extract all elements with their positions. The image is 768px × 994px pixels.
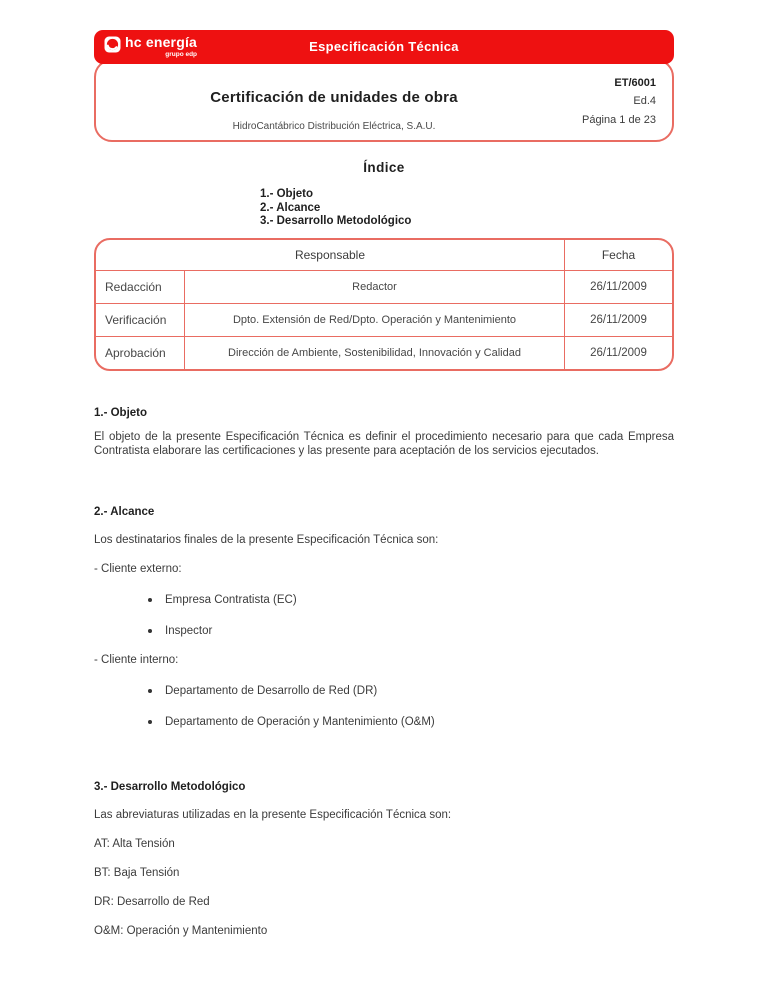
hc-logo-icon bbox=[104, 36, 121, 53]
company-name: HidroCantábrico Distribución Eléctrica, S.A.U. bbox=[232, 121, 436, 132]
bullet-icon bbox=[148, 629, 152, 633]
abbrev-line-oym: O&M: Operación y Mantenimiento bbox=[94, 924, 268, 937]
bullet-text: Inspector bbox=[165, 624, 213, 637]
approval-table bbox=[94, 238, 674, 371]
section-heading-objeto: 1.- Objeto bbox=[94, 406, 148, 419]
section-heading-alcance: 2.- Alcance bbox=[94, 505, 155, 518]
row-role: Aprobación bbox=[105, 345, 166, 360]
bullet-icon bbox=[148, 720, 152, 724]
index-item-desarrollo: 3.- Desarrollo Metodológico bbox=[260, 215, 412, 227]
document-content bbox=[94, 30, 674, 938]
table-header-row bbox=[96, 240, 672, 270]
table-row bbox=[96, 270, 672, 303]
page-number: Página 1 de 23 bbox=[581, 114, 656, 126]
section-objeto-paragraph: El objeto de la presente Especificación Técnica es definir el procedimiento necesario para que cada Empresa Contratista elaborare las certificaciones y las presente para aceptación de los servicios ejecutados. bbox=[94, 430, 674, 457]
desarrollo-intro: Las abreviaturas utilizadas en la presente Especificación Técnica son: bbox=[94, 808, 452, 821]
row-role: Verificación bbox=[105, 312, 167, 327]
table-row bbox=[96, 336, 672, 369]
bullet-icon bbox=[148, 689, 152, 693]
logo-subtext: grupo edp bbox=[165, 51, 198, 58]
row-date: 26/11/2009 bbox=[564, 271, 672, 303]
row-date: 26/11/2009 bbox=[564, 304, 672, 336]
row-role: Redacción bbox=[105, 279, 162, 294]
abbrev-line-at: AT: Alta Tensión bbox=[94, 837, 175, 850]
table-row bbox=[96, 303, 672, 336]
row-date: 26/11/2009 bbox=[564, 337, 672, 369]
doc-meta-block bbox=[582, 77, 656, 126]
row-responsible: Redactor bbox=[184, 271, 564, 303]
col-header-responsable: Responsable bbox=[294, 247, 366, 262]
index-title: Índice bbox=[363, 160, 405, 175]
bullet-item bbox=[94, 684, 674, 698]
bullet-item bbox=[94, 593, 674, 607]
hc-energia-logo bbox=[104, 34, 197, 59]
alcance-intro: Los destinatarios finales de la presente Especificación Técnica son: bbox=[94, 533, 439, 546]
row-responsible: Dpto. Extensión de Red/Dpto. Operación y Mantenimiento bbox=[184, 304, 564, 336]
bullet-item bbox=[94, 624, 674, 638]
doc-code: ET/6001 bbox=[614, 77, 656, 89]
header-bar bbox=[94, 30, 674, 64]
col-header-fecha: Fecha bbox=[564, 240, 672, 270]
index-item-objeto: 1.- Objeto bbox=[260, 188, 314, 200]
header-bar-title: Especificación Técnica bbox=[309, 39, 459, 54]
document-title: Certificación de unidades de obra bbox=[210, 89, 458, 106]
title-box bbox=[94, 59, 674, 142]
logo-text-block bbox=[125, 34, 197, 59]
bullet-icon bbox=[148, 598, 152, 602]
client-group-label-externo: - Cliente externo: bbox=[94, 562, 182, 575]
section-heading-desarrollo: 3.- Desarrollo Metodológico bbox=[94, 780, 246, 793]
abbrev-line-dr: DR: Desarrollo de Red bbox=[94, 895, 210, 908]
title-center bbox=[96, 89, 572, 132]
index-list bbox=[260, 188, 674, 229]
bullet-text: Departamento de Operación y Mantenimiento (O&M) bbox=[165, 715, 435, 728]
logo-text: hc energía bbox=[125, 34, 198, 50]
doc-edition: Ed.4 bbox=[633, 95, 656, 107]
row-responsible: Dirección de Ambiente, Sostenibilidad, Innovación y Calidad bbox=[184, 337, 564, 369]
bullet-item bbox=[94, 715, 674, 729]
bullet-text: Departamento de Desarrollo de Red (DR) bbox=[165, 684, 378, 697]
index-item-alcance: 2.- Alcance bbox=[260, 201, 321, 214]
abbrev-line-bt: BT: Baja Tensión bbox=[94, 866, 180, 879]
bullet-text: Empresa Contratista (EC) bbox=[165, 593, 297, 606]
client-group-label-interno: - Cliente interno: bbox=[94, 653, 179, 666]
